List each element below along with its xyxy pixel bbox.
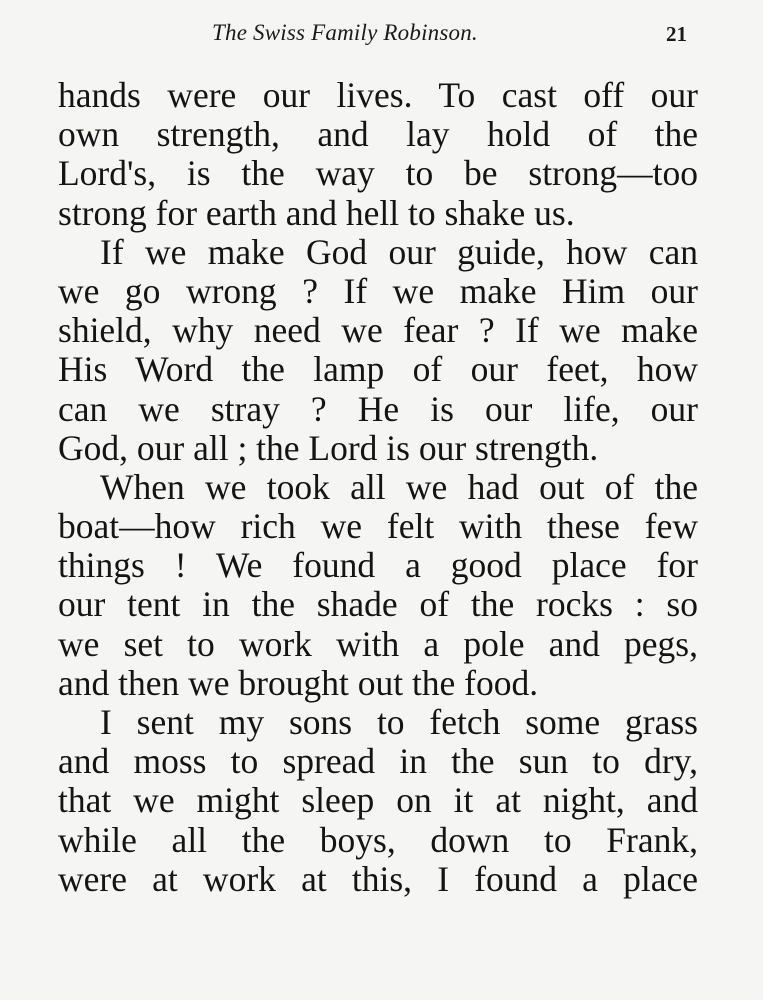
text-line: hands were our lives. To cast off our: [58, 75, 698, 115]
text-line: that we might sleep on it at night, and: [58, 780, 698, 821]
text-line: we go wrong ? If we make Him our: [58, 270, 698, 311]
text-line: and then we brought out the food.: [58, 662, 539, 703]
text-line: I sent my sons to fetch some grass: [100, 702, 698, 742]
text-line: while all the boys, down to Frank,: [58, 819, 698, 860]
text-line: boat—how rich we felt with these few: [58, 506, 698, 547]
body-text: [58, 76, 698, 899]
text-line: shield, why need we fear ? If we make: [58, 310, 698, 351]
text-line: Lord's, is the way to be strong—too: [58, 153, 698, 194]
text-line: we set to work with a pole and pegs,: [58, 623, 698, 664]
text-line: strong for earth and hell to shake us.: [58, 192, 575, 233]
text-line: own strength, and lay hold of the: [58, 114, 698, 155]
text-line: When we took all we had out of the: [100, 466, 698, 507]
text-line: can we stray ? He is our life, our: [58, 388, 698, 429]
text-line: and moss to spread in the sun to dry,: [58, 741, 698, 782]
text-line: God, our all ; the Lord is our strength.: [58, 427, 599, 468]
text-line: His Word the lamp of our feet, how: [58, 349, 698, 390]
text-line: things ! We found a good place for: [58, 545, 698, 586]
text-line: were at work at this, I found a place: [58, 858, 698, 899]
text-line: our tent in the shade of the rocks : so: [58, 584, 698, 625]
text-line: If we make God our guide, how can: [100, 231, 698, 272]
running-title: The Swiss Family Robinson.: [212, 20, 478, 45]
running-head: [0, 20, 763, 50]
page-number: 21: [666, 22, 687, 46]
